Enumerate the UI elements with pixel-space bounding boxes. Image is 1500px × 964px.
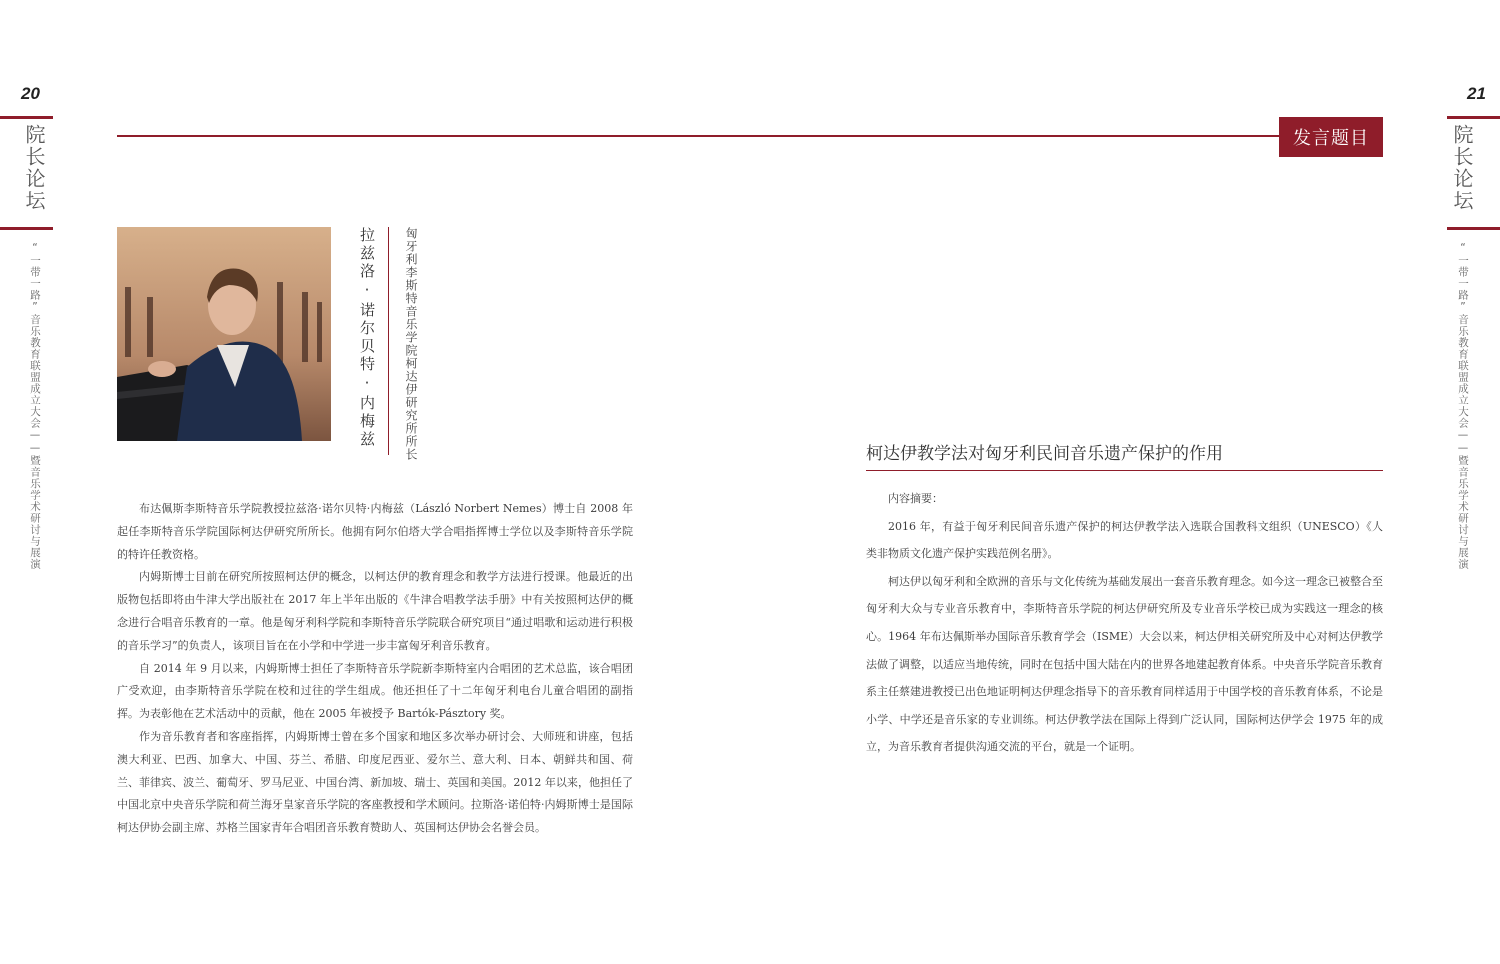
bio-paragraph: 自 2014 年 9 月以来，内姆斯博士担任了李斯特音乐学院新李斯特室内合唱团的艺术总监，该合唱团广受欢迎，由李斯特音乐学院在校和过往的学生组成。他还担任了十二年匈牙利电台儿童合唱团的副指挥。为表彰他在艺术活动中的贡献，他在 2005 年被授予 Bartók-Pásztory 奖。 [117, 661, 633, 721]
abstract-paragraph: 2016 年，有益于匈牙利民间音乐遗产保护的柯达伊教学法入选联合国教科文组织（UNESCO）《人类非物质文化遗产保护实践范例名册》。 [866, 519, 1383, 561]
side-title-left: 院长论坛 [22, 124, 46, 212]
talk-title-rule [866, 470, 1383, 471]
section-tag: 发言题目 [1279, 117, 1383, 157]
bio-paragraph: 作为音乐教育者和客座指挥，内姆斯博士曾在多个国家和地区多次举办研讨会、大师班和讲座，包括澳大利亚、巴西、加拿大、中国、芬兰、希腊、印度尼西亚、爱尔兰、意大利、日本、朝鲜共和国、荷兰、菲律宾、波兰、葡萄牙、罗马尼亚、中国台湾、新加坡、瑞士、英国和美国。2012 年以来，他担任了中国北京中央音乐学院和荷兰海牙皇家音乐学院的客座教授和学术顾问。拉斯洛·诺伯特·内姆斯博士是国际柯达伊协会副主席、苏格兰国家青年合唱团音乐教育赞助人、英国柯达伊协会名誉会员。 [117, 729, 633, 835]
header-rule [117, 135, 1280, 137]
page-number-right: 21 [1467, 84, 1486, 103]
speaker-name-divider [388, 227, 389, 455]
side-title-right: 院长论坛 [1450, 124, 1474, 212]
side-rule-left-bottom [0, 227, 53, 230]
speaker-photo [117, 227, 331, 441]
abstract-label: 内容摘要： [888, 492, 943, 505]
side-rule-right-top [1447, 116, 1500, 119]
speaker-name: 拉兹洛·诺尔贝特·内梅兹 [358, 227, 376, 449]
side-subtitle-left: “一带一路”音乐教育联盟成立大会——暨音乐学术研讨与展演 [29, 242, 41, 570]
talk-title: 柯达伊教学法对匈牙利民间音乐遗产保护的作用 [866, 444, 1223, 464]
speaker-affiliation: 匈牙利李斯特音乐学院柯达伊研究所所长 [404, 227, 418, 461]
bio-paragraph: 内姆斯博士目前在研究所按照柯达伊的概念，以柯达伊的教育理念和教学方法进行授课。他最近的出版物包括即将由牛津大学出版社在 2017 年上半年出版的《牛津合唱教学法手册》中有关按照柯达伊的概念进行合唱音乐教育的一章。他是匈牙利科学院和李斯特音乐学院联合研究项目“通过唱歌和运动进行积极的音乐学习”的负责人，该项目旨在在小学和中学进一步丰富匈牙利音乐教育。 [117, 570, 633, 652]
side-rule-left-top [0, 116, 53, 119]
side-rule-right-bottom [1447, 227, 1500, 230]
page-number-left: 20 [21, 84, 40, 103]
side-subtitle-right: “一带一路”音乐教育联盟成立大会——暨音乐学术研讨与展演 [1457, 242, 1469, 570]
speaker-photo-illustration [117, 227, 331, 441]
talk-abstract [866, 485, 1383, 761]
speaker-bio [117, 498, 633, 840]
bio-paragraph: 布达佩斯李斯特音乐学院教授拉兹洛·诺尔贝特·内梅兹（László Norbert Nemes）博士自 2008 年起任李斯特音乐学院国际柯达伊研究所所长。他拥有阿尔伯塔大学合唱指挥博士学位以及李斯特音乐学院的特许任教资格。 [117, 502, 633, 561]
abstract-paragraph: 柯达伊以匈牙利和全欧洲的音乐与文化传统为基础发展出一套音乐教育理念。如今这一理念已被整合至匈牙利大众与专业音乐教育中，李斯特音乐学院的柯达伊研究所及专业音乐学校已成为实践这一理念的核心。1964 年布达佩斯举办国际音乐教育学会（ISME）大会以来，柯达伊相关研究所及中心对柯达伊教学法做了调整，以适应当地传统，同时在包括中国大陆在内的世界各地建起教育体系。中央音乐学院音乐教育系主任蔡建进教授已出色地证明柯达伊理念指导下的音乐教育同样适用于中国学校的音乐教育体系，不论是小学、中学还是音乐家的专业训练。柯达伊教学法在国际上得到广泛认同，国际柯达伊学会 1975 年的成立，为音乐教育者提供沟通交流的平台，就是一个证明。 [866, 574, 1383, 754]
